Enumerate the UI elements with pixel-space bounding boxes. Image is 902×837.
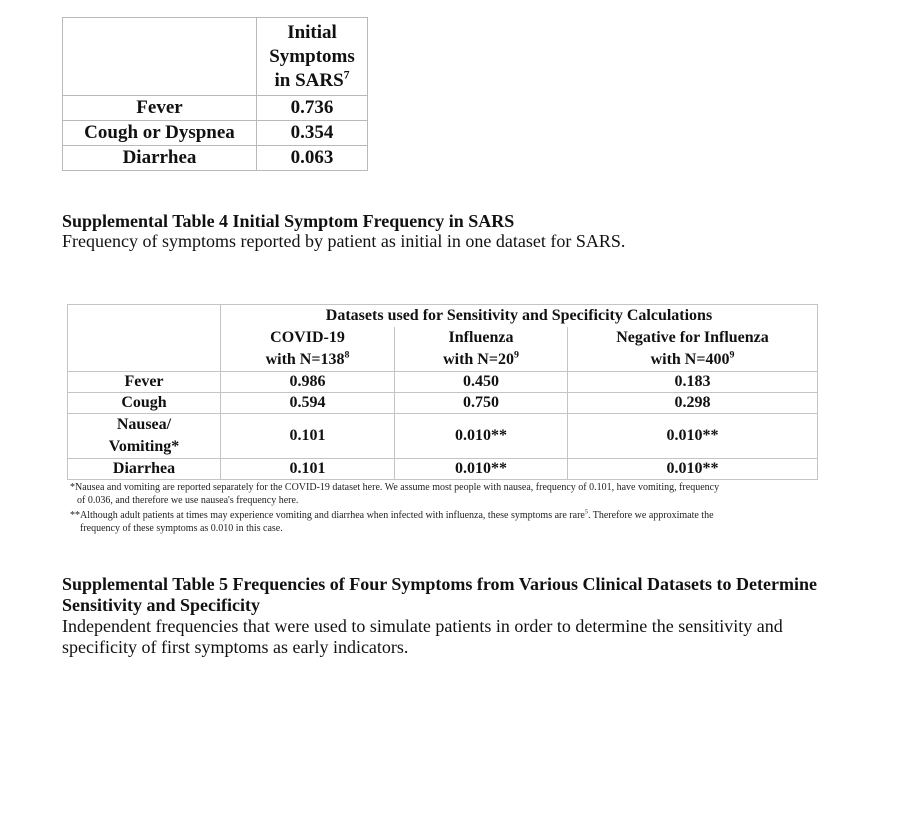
citation-sup: 7 [343,68,350,82]
row-label: Cough or Dyspnea [63,121,257,146]
row-value: 0.010** [395,414,568,459]
footnote-text: . Therefore we approximate the [587,510,714,521]
footnote-line: of 0.036, and therefore we use nausea's frequency here. [77,495,299,506]
table4-description: Frequency of symptoms reported by patient as initial in one dataset for SARS. [62,231,626,251]
row-value: 0.986 [221,372,395,393]
column-header-influenza [395,327,568,372]
row-value: 0.101 [221,459,395,480]
row-value: 0.750 [395,393,568,414]
row-label: Diarrhea [63,146,257,171]
row-label [68,414,221,459]
row-label: Cough [68,393,221,414]
row-value: 0.010** [568,459,818,480]
table5-caption [62,574,832,658]
row-value: 0.183 [568,372,818,393]
header-empty-cell [68,305,221,328]
row-value: 0.736 [257,96,368,121]
column-header-line: with N=138 [265,351,345,368]
table-row [68,372,818,393]
row-value: 0.063 [257,146,368,171]
header-line: in SARS [274,69,344,91]
row-value: 0.010** [568,414,818,459]
table-header-row [63,18,368,96]
column-header-covid [221,327,395,372]
column-header-line: COVID-19 [270,329,345,346]
column-header-row [68,327,818,372]
table4-title: Supplemental Table 4 Initial Symptom Frequency in SARS [62,211,515,231]
table-row [68,459,818,480]
footnote-text: **Although adult patients at times may experience vomiting and diarrhea when infected with influenza, these symptoms are rare [70,510,585,521]
footnote-line: frequency of these symptoms as 0.010 in this case. [80,523,283,534]
row-value: 0.298 [568,393,818,414]
citation-sup: 9 [513,349,519,361]
row-value: 0.354 [257,121,368,146]
table-row [63,146,368,171]
table5-title: Supplemental Table 5 Frequencies of Four Symptoms from Various Clinical Datasets to Determine Sensitivity and Specificity [62,574,817,615]
citation-sup: 5 [584,508,588,516]
footnote-line: *Nausea and vomiting are reported separately for the COVID-19 dataset here. We assume most people with nausea, frequency of 0.101, have vomiting, frequency [70,482,720,493]
footnote-influenza [70,509,822,535]
column-header-line: Negative for Influenza [616,329,769,346]
table-row [68,393,818,414]
table5-description: Independent frequencies that were used to simulate patients in order to determine the sensitivity and specificity of first symptoms as early indicators. [62,616,783,657]
row-label-line: Nausea/ [116,416,172,433]
table-row [63,121,368,146]
row-label: Fever [63,96,257,121]
header-line: Initial [287,21,337,43]
group-header-row [68,305,818,328]
column-header-line: with N=400 [650,351,730,368]
row-value: 0.450 [395,372,568,393]
citation-sup: 8 [344,349,350,361]
footnote-line [70,509,822,522]
table4-caption [62,211,625,251]
table-row [63,96,368,121]
row-label: Fever [68,372,221,393]
column-header-line: with N=20 [443,351,514,368]
sars-symptom-table [62,17,368,171]
column-header-line: Influenza [448,329,514,346]
column-header-negative-influenza [568,327,818,372]
footnote-nausea [70,481,822,507]
group-header: Datasets used for Sensitivity and Specificity Calculations [221,305,818,328]
row-value: 0.101 [221,414,395,459]
row-value: 0.594 [221,393,395,414]
dataset-frequency-table [67,304,818,480]
header-initial-symptoms-sars [257,18,368,96]
row-label: Diarrhea [68,459,221,480]
header-line: Symptoms [269,45,355,67]
header-empty-cell [68,327,221,372]
table-row [68,414,818,459]
citation-sup: 9 [729,349,735,361]
header-empty-cell [63,18,257,96]
row-value: 0.010** [395,459,568,480]
row-label-line: Vomiting* [108,438,180,455]
